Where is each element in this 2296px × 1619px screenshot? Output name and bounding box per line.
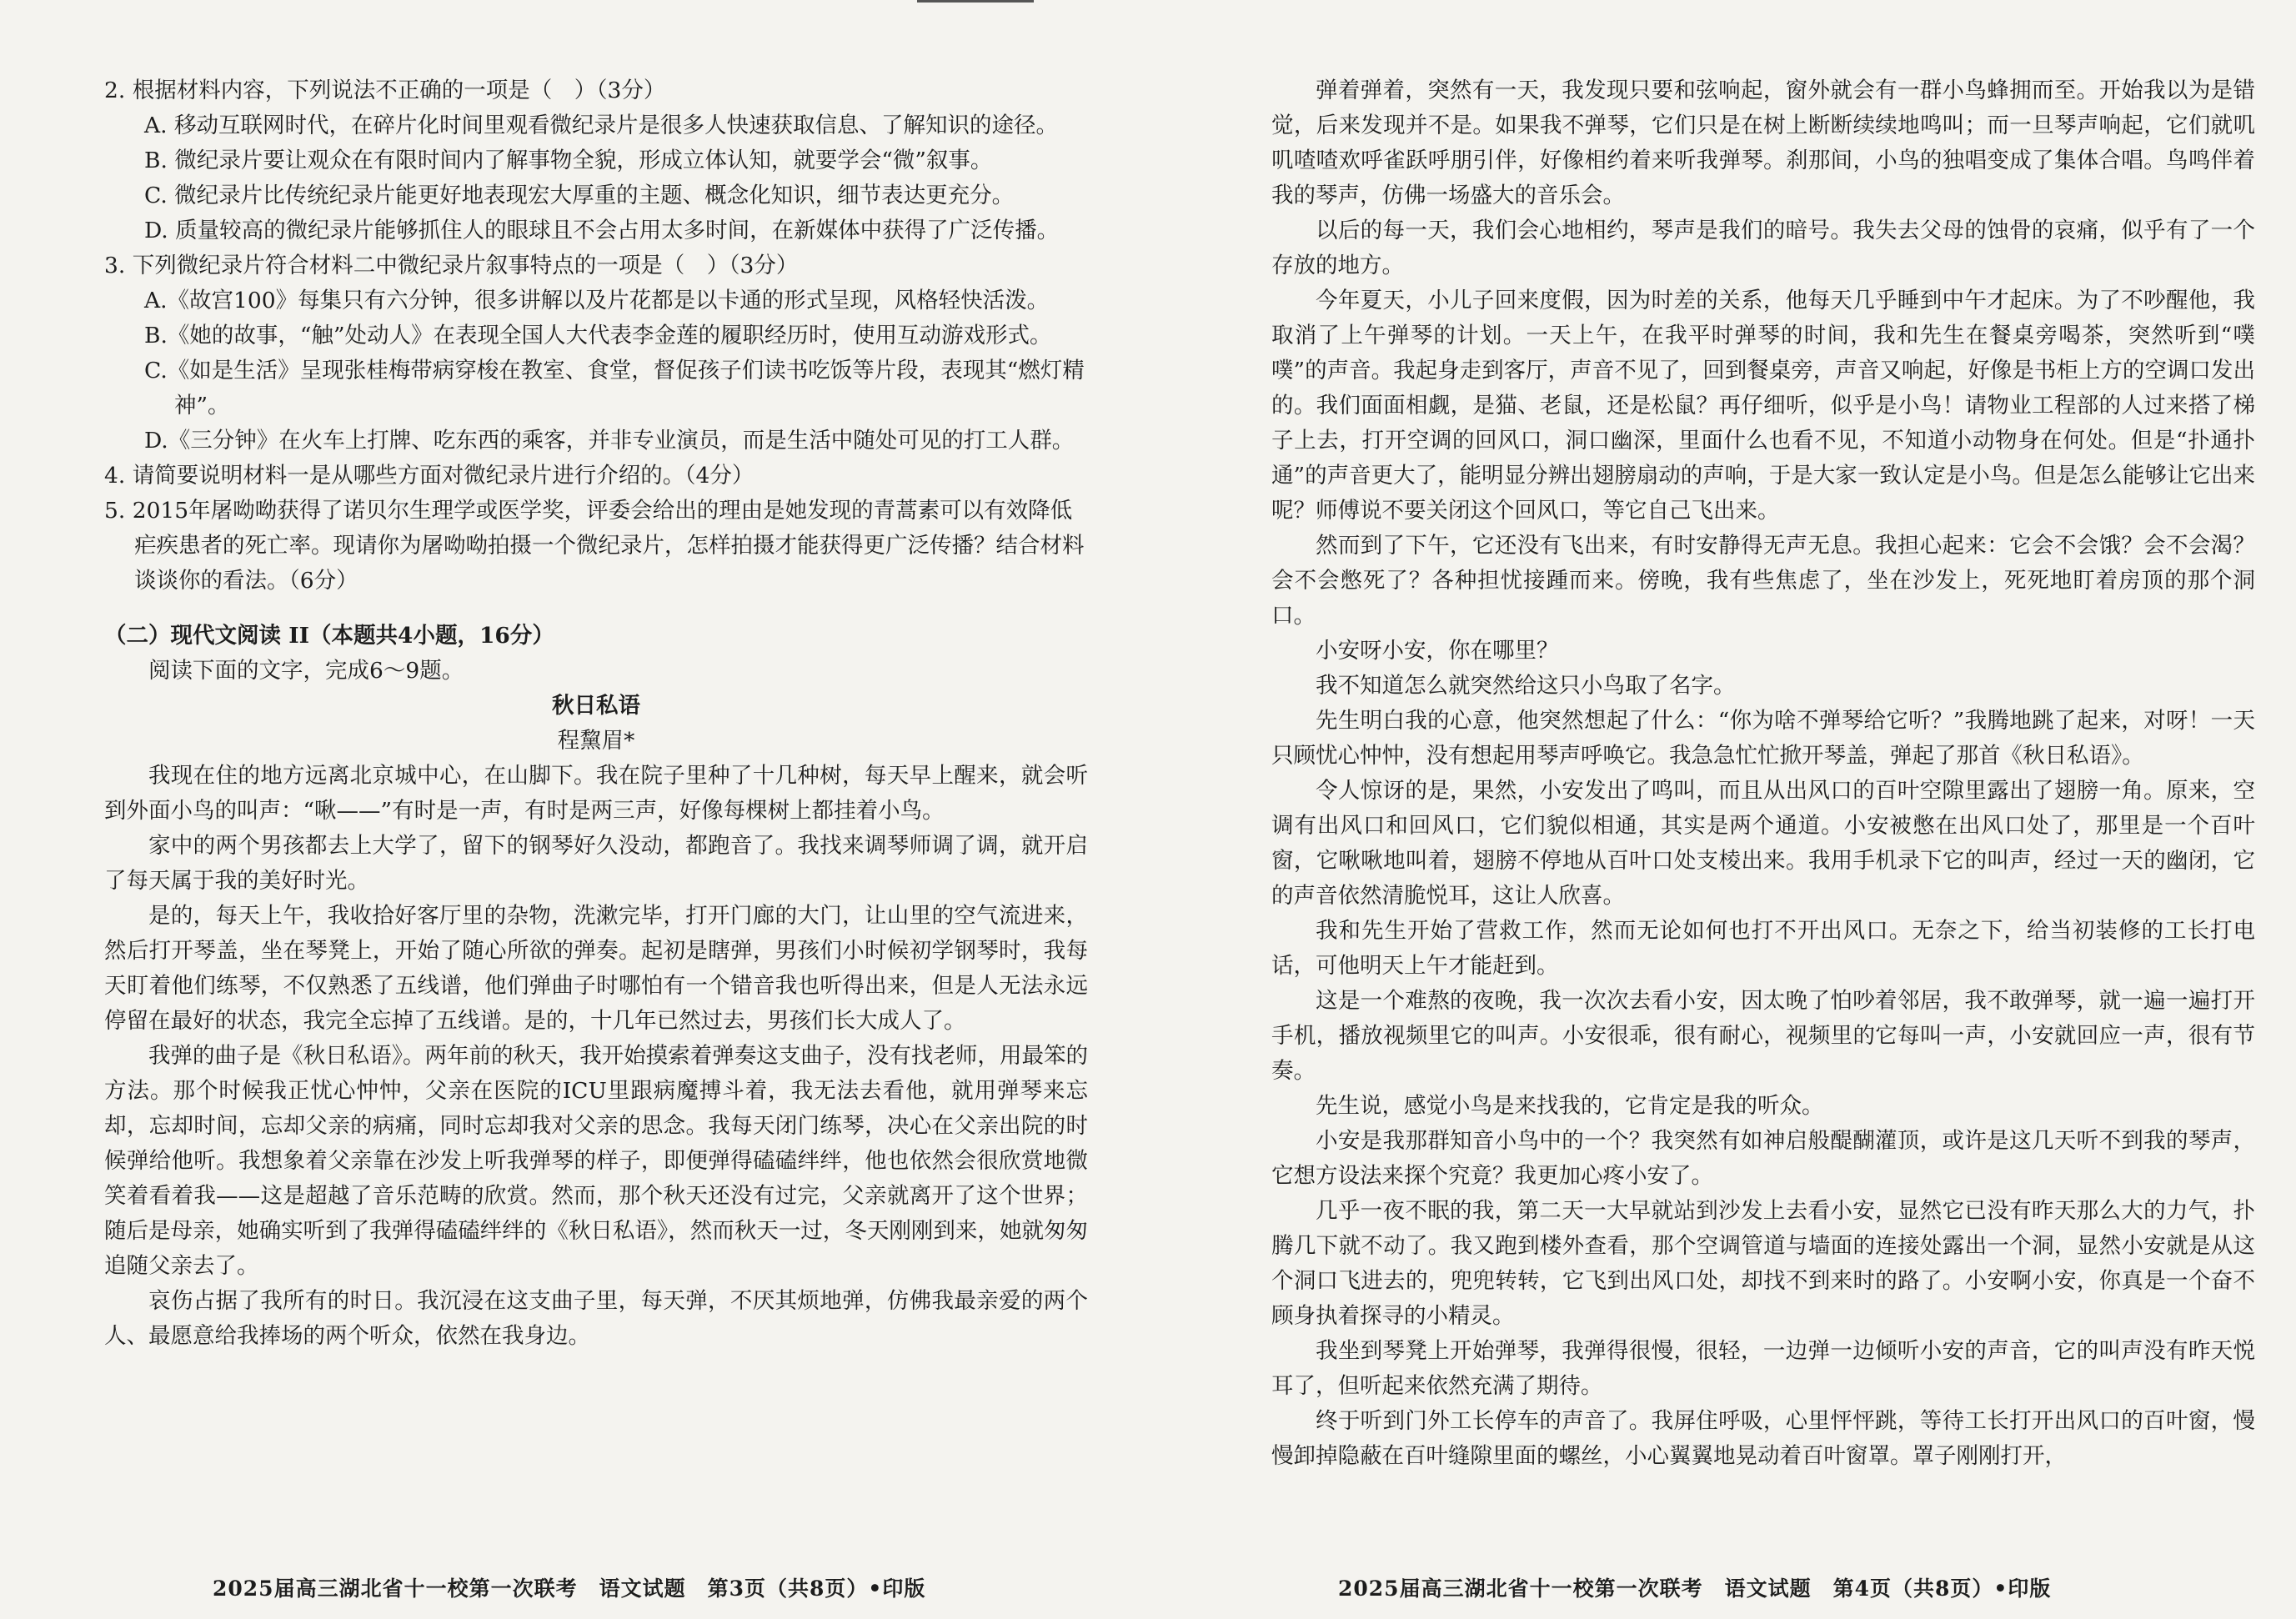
article-paragraph: 哀伤占据了我所有的时日。我沉浸在这支曲子里，每天弹，不厌其烦地弹，仿佛我最亲爱的两个人、最愿意给我捧场的两个听众，依然在我身边。 [104,1288,1088,1349]
article-paragraph: 这是一个难熬的夜晚，我一次次去看小安，因太晚了怕吵着邻居，我不敢弹琴，就一遍一遍打开手机，播放视频里它的叫声。小安很乖，很有耐心，视频里的它每叫一声，小安就回应一声，很有节奏。 [1271,988,2255,1084]
article-paragraph: 小安呀小安，你在哪里？ [1316,638,1559,664]
article-paragraph: 以后的每一天，我们会心地相约，琴声是我们的暗号。我失去父母的蚀骨的哀痛，似乎有了一个存放的地方。 [1271,218,2255,278]
page-4-column [1271,73,2255,1474]
article-paragraph: 几乎一夜不眠的我，第二天一大早就站到沙发上去看小安，显然它已没有昨天那么大的力气，扑腾几下就不动了。我又跑到楼外查看，那个空调管道与墙面的连接处露出一个洞，显然小安就是从这个洞口飞进去的，兜兜转转，它飞到出风口处，却找不到来时的路了。小安啊小安，你真是一个奋不顾身执着探寻的小精灵。 [1271,1198,2255,1329]
article-paragraph: 是的，每天上午，我收拾好客厅里的杂物，洗漱完毕，打开门廊的大门，让山里的空气流进来，然后打开琴盖，坐在琴凳上，开始了随心所欲的弹奏。起初是瞎弹，男孩们小时候初学钢琴时，我每天盯着他们练琴，不仅熟悉了五线谱，他们弹曲子时哪怕有一个错音我也听得出来，但是人无法永远停留在最好的状态，我完全忘掉了五线谱。是的，十几年已然过去，男孩们长大成人了。 [104,903,1088,1034]
article-paragraph: 今年夏天，小儿子回来度假，因为时差的关系，他每天几乎睡到中午才起床。为了不吵醒他，我取消了上午弹琴的计划。一天上午，在我平时弹琴的时间，我和先生在餐桌旁喝茶，突然听到“噗噗”的声音。我起身走到客厅，声音不见了，回到餐桌旁，声音又响起，好像是书柜上方的空调口发出的。我们面面相觑，是猫、老鼠，还是松鼠？再仔细听，似乎是小鸟！请物业工程部的人过来搭了梯子上去，打开空调的回风口，洞口幽深，里面什么也看不见，不知道小动物身在何处。但是“扑通扑通”的声音更大了，能明显分辨出翅膀扇动的声响，于是大家一致认定是小鸟。但是怎么能够让它出来呢？师傅说不要关闭这个回风口，等它自己飞出来。 [1271,288,2255,524]
question-4: 4. 请简要说明材料一是从哪些方面对微纪录片进行介绍的。（4分） [104,463,754,489]
q3-option-c: C.《如是生活》呈现张桂梅带病穿梭在教室、食堂，督促孩子们读书吃饭等片段，表现其“燃灯精神”。 [144,358,1085,419]
q2-option-a: A. 移动互联网时代，在碎片化时间里观看微纪录片是很多人快速获取信息、了解知识的途径。 [144,113,1058,138]
q3-option-d: D.《三分钟》在火车上打牌、吃东西的乘客，并非专业演员，而是生活中随处可见的打工人群。 [144,428,1075,454]
article-paragraph: 我现在住的地方远离北京城中心，在山脚下。我在院子里种了十几种树，每天早上醒来，就会听到外面小鸟的叫声：“啾——”有时是一声，有时是两三声，好像每棵树上都挂着小鸟。 [104,763,1088,824]
article-paragraph: 我和先生开始了营救工作，然而无论如何也打不开出风口。无奈之下，给当初装修的工长打电话，可他明天上午才能赶到。 [1271,918,2255,979]
scan-edge-mark [917,0,1034,3]
article-paragraph: 小安是我那群知音小鸟中的一个？我突然有如神启般醍醐灌顶，或许是这几天听不到我的琴声，它想方设法来探个究竟？我更加心疼小安了。 [1271,1128,2255,1189]
reading-instruction: 阅读下面的文字，完成6～9题。 [148,658,464,684]
article-author: 程黧眉* [557,728,635,754]
article-paragraph: 然而到了下午，它还没有飞出来，有时安静得无声无息。我担心起来：它会不会饿？会不会渴？会不会憋死了？各种担忧接踵而来。傍晚，我有些焦虑了，坐在沙发上，死死地盯着房顶的那个洞口。 [1271,533,2255,629]
article-paragraph: 先生说，感觉小鸟是来找我的，它肯定是我的听众。 [1316,1093,1824,1119]
article-paragraph: 家中的两个男孩都去上大学了，留下的钢琴好久没动，都跑音了。我找来调琴师调了调，就开启了每天属于我的美好时光。 [104,833,1088,894]
q3-option-b: B.《她的故事，“触”处动人》在表现全国人大代表李金莲的履职经历时，使用互动游戏形式。 [144,323,1052,348]
page-3-column [104,73,1088,1354]
q2-option-d: D. 质量较高的微纪录片能够抓住人的眼球且不会占用太多时间，在新媒体中获得了广泛传播。 [144,218,1060,243]
q3-option-a: A.《故宫100》每集只有六分钟，很多讲解以及片花都是以卡通的形式呈现，风格轻快活泼。 [144,288,1050,313]
article-paragraph: 终于听到门外工长停车的声音了。我屏住呼吸，心里怦怦跳，等待工长打开出风口的百叶窗，慢慢卸掉隐蔽在百叶缝隙里面的螺丝，小心翼翼地晃动着百叶窗罩。罩子刚刚打开， [1271,1408,2255,1469]
article-paragraph: 令人惊讶的是，果然，小安发出了鸣叫，而且从出风口的百叶空隙里露出了翅膀一角。原来，空调有出风口和回风口，它们貌似相通，其实是两个通道。小安被憋在出风口处了，那里是一个百叶窗，它啾啾地叫着，翅膀不停地从百叶口处支棱出来。我用手机录下它的叫声，经过一天的幽闭，它的声音依然清脆悦耳，这让人欣喜。 [1271,778,2255,909]
page-3-footer: 2025届高三湖北省十一校第一次联考 语文试题 第3页（共8页）•印版 [213,1576,926,1601]
question-2: 2. 根据材料内容，下列说法不正确的一项是（ ）（3分） [104,78,666,103]
question-3: 3. 下列微纪录片符合材料二中微纪录片叙事特点的一项是（ ）（3分） [104,253,799,278]
article-paragraph: 弹着弹着，突然有一天，我发现只要和弦响起，窗外就会有一群小鸟蜂拥而至。开始我以为是错觉，后来发现并不是。如果我不弹琴，它们只是在树上断断续续地鸣叫；而一旦琴声响起，它们就叽叽喳喳欢呼雀跃呼朋引伴，好像相约着来听我弹琴。刹那间，小鸟的独唱变成了集体合唱。鸟鸣伴着我的琴声，仿佛一场盛大的音乐会。 [1271,78,2255,208]
section-heading: （二）现代文阅读 II（本题共4小题，16分） [104,623,554,649]
q2-option-c: C. 微纪录片比传统纪录片能更好地表现宏大厚重的主题、概念化知识，细节表达更充分。 [144,183,1015,208]
article-paragraph: 我坐到琴凳上开始弹琴，我弹得很慢，很轻，一边弹一边倾听小安的声音，它的叫声没有昨天悦耳了，但听起来依然充满了期待。 [1271,1338,2255,1399]
question-5: 5. 2015年屠呦呦获得了诺贝尔生理学或医学奖，评委会给出的理由是她发现的青蒿素可以有效降低疟疾患者的死亡率。现请你为屠呦呦拍摄一个微纪录片，怎样拍摄才能获得更广泛传播？结合材料谈谈你的看法。（6分） [104,498,1085,594]
article-paragraph: 先生明白我的心意，他突然想起了什么：“你为啥不弹琴给它听？”我腾地跳了起来，对呀！一天只顾忧心忡忡，没有想起用琴声呼唤它。我急急忙忙掀开琴盖，弹起了那首《秋日私语》。 [1271,708,2255,769]
article-paragraph: 我不知道怎么就突然给这只小鸟取了名字。 [1316,673,1736,699]
q2-option-b: B. 微纪录片要让观众在有限时间内了解事物全貌，形成立体认知，就要学会“微”叙事。 [144,148,993,173]
article-title: 秋日私语 [552,693,640,719]
article-paragraph: 我弹的曲子是《秋日私语》。两年前的秋天，我开始摸索着弹奏这支曲子，没有找老师，用最笨的方法。那个时候我正忧心忡忡，父亲在医院的ICU里跟病魔搏斗着，我无法去看他，就用弹琴来忘却，忘却时间，忘却父亲的病痛，同时忘却我对父亲的思念。我每天闭门练琴，决心在父亲出院的时候弹给他听。我想象着父亲靠在沙发上听我弹琴的样子，即便弹得磕磕绊绊，他也依然会很欣赏地微笑着看着我——这是超越了音乐范畴的欣赏。然而，那个秋天还没有过完，父亲就离开了这个世界；随后是母亲，她确实听到了我弹得磕磕绊绊的《秋日私语》，然而秋天一过，冬天刚刚到来，她就匆匆追随父亲去了。 [104,1043,1088,1279]
page-4-footer: 2025届高三湖北省十一校第一次联考 语文试题 第4页（共8页）•印版 [1338,1576,2052,1601]
